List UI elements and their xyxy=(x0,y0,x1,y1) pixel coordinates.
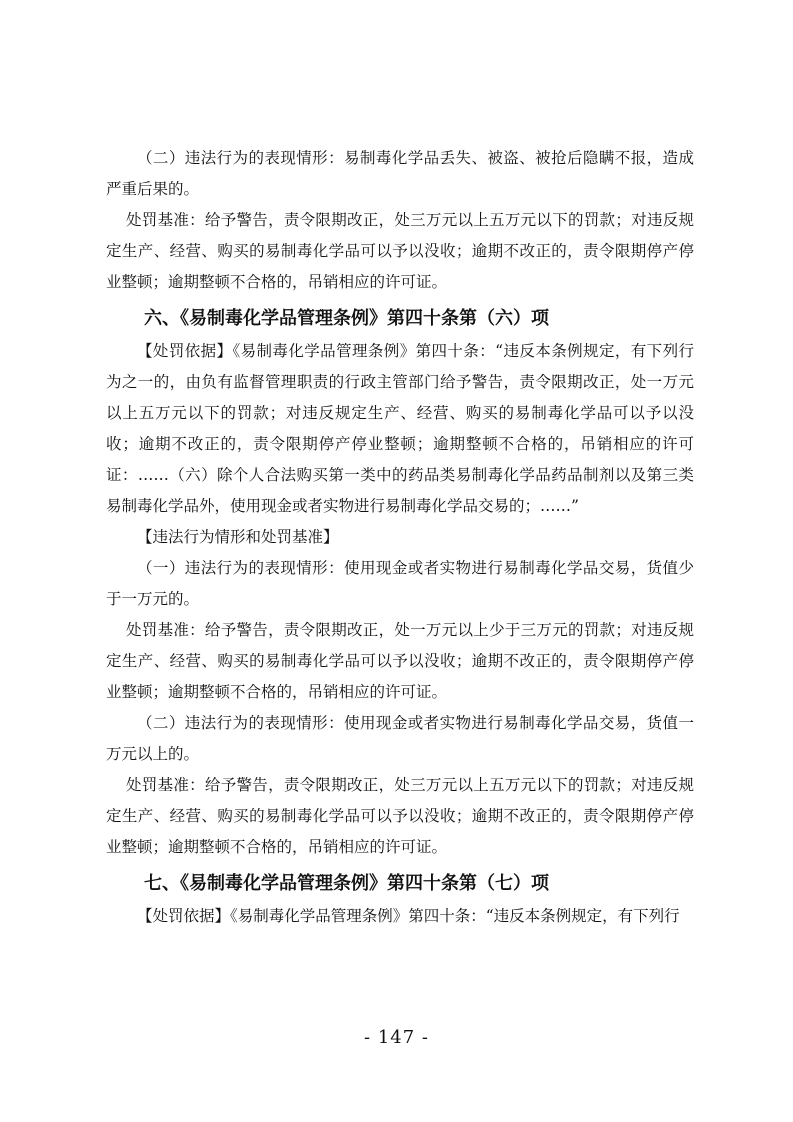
paragraph-case-2: （二）违法行为的表现情形：易制毒化学品丢失、被盗、被抢后隐瞒不报，造成严重后果的。 xyxy=(106,149,694,198)
document-body xyxy=(106,143,694,932)
paragraph-case-2b: （二）违法行为的表现情形：使用现金或者实物进行易制毒化学品交易，货值一万元以上的。 xyxy=(106,714,694,763)
paragraph-penalty-standard: 处罚基准：给予警告，责令限期改正，处三万元以上五万元以下的罚款；对违反规定生产、经营、购买的易制毒化学品可以予以没收；逾期不改正的，责令限期停产停业整顿；逾期整顿不合格的，吊销相应的许可证。 xyxy=(106,211,694,291)
paragraph-penalty-standard-1: 处罚基准：给予警告，责令限期改正，处一万元以上少于三万元的罚款；对违反规定生产、经营、购买的易制毒化学品可以予以没收；逾期不改正的，责令限期停产停业整顿；逾期整顿不合格的，吊销相应的许可证。 xyxy=(106,621,694,701)
paragraph-situations-header: 【违法行为情形和处罚基准】 xyxy=(137,528,339,546)
paragraph-legal-basis-7: 【处罚依据】《易制毒化学品管理条例》第四十条：“违反本条例规定，有下列行 xyxy=(137,907,680,925)
paragraph-case-1: （一）违法行为的表现情形：使用现金或者实物进行易制毒化学品交易，货值少于一万元的。 xyxy=(106,559,694,608)
paragraph-penalty-standard-2: 处罚基准：给予警告，责令限期改正，处三万元以上五万元以下的罚款；对违反规定生产、经营、购买的易制毒化学品可以予以没收；逾期不改正的，责令限期停产停业整顿；逾期整顿不合格的，吊销相应的许可证。 xyxy=(106,776,694,856)
section-heading-7: 七、《易制毒化学品管理条例》第四十条第（七）项 xyxy=(144,873,549,894)
page-number: - 147 - xyxy=(364,1027,429,1048)
paragraph-legal-basis: 【处罚依据】《易制毒化学品管理条例》第四十条：“违反本条例规定，有下列行为之一的，由负有监督管理职责的行政主管部门给予警告，责令限期改正，处一万元以上五万元以下的罚款；对违反规定生产、经营、购买的易制毒化学品可以予以没收；逾期不改正的，责令限期停产停业整顿；逾期整顿不合格的，吊销相应的许可证：……（六）除个人合法购买第一类中的药品类易制毒化学品药品制剂以及第三类易制毒化学品外，使用现金或者实物进行易制毒化学品交易的；……” xyxy=(106,342,694,515)
section-heading-6: 六、《易制毒化学品管理条例》第四十条第（六）项 xyxy=(144,308,549,329)
